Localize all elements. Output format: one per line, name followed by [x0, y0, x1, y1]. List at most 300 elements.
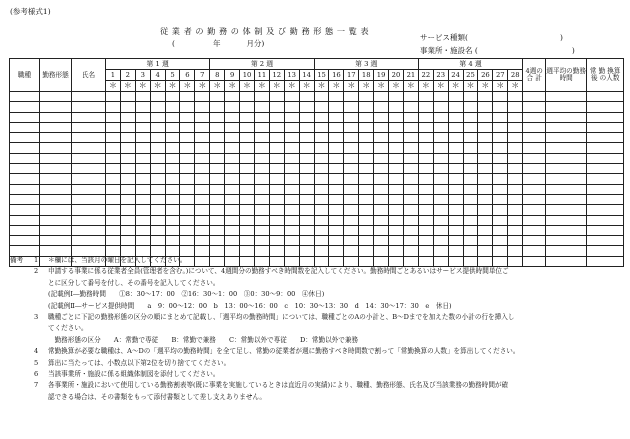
table-cell[interactable]: [180, 133, 195, 143]
table-cell[interactable]: [478, 225, 493, 235]
table-cell[interactable]: [269, 112, 284, 122]
table-cell[interactable]: [493, 174, 508, 184]
weekday-mark-cell[interactable]: ＊: [269, 81, 284, 92]
table-cell[interactable]: [478, 194, 493, 204]
table-cell[interactable]: [344, 122, 359, 132]
table-cell[interactable]: [329, 122, 344, 132]
table-cell[interactable]: [389, 102, 404, 112]
table-cell[interactable]: [254, 92, 269, 102]
table-cell[interactable]: [240, 236, 255, 246]
table-cell[interactable]: [374, 194, 389, 204]
table-cell[interactable]: [225, 225, 240, 235]
table-cell[interactable]: [433, 122, 448, 132]
table-cell[interactable]: [72, 205, 106, 215]
table-cell[interactable]: [225, 112, 240, 122]
table-cell[interactable]: [523, 184, 546, 194]
table-cell[interactable]: [10, 194, 40, 204]
weekday-mark-cell[interactable]: ＊: [493, 81, 508, 92]
table-cell[interactable]: [493, 122, 508, 132]
table-cell[interactable]: [40, 205, 72, 215]
table-cell[interactable]: [463, 215, 478, 225]
table-cell[interactable]: [254, 133, 269, 143]
table-cell[interactable]: [195, 174, 210, 184]
table-cell[interactable]: [508, 102, 523, 112]
table-cell[interactable]: [150, 92, 165, 102]
table-cell[interactable]: [299, 92, 314, 102]
table-cell[interactable]: [165, 215, 180, 225]
table-cell[interactable]: [225, 236, 240, 246]
table-cell[interactable]: [448, 143, 463, 153]
table-cell[interactable]: [240, 215, 255, 225]
table-cell[interactable]: [493, 215, 508, 225]
table-cell[interactable]: [508, 215, 523, 225]
table-cell[interactable]: [418, 92, 433, 102]
table-cell[interactable]: [269, 225, 284, 235]
table-cell[interactable]: [195, 205, 210, 215]
table-cell[interactable]: [344, 215, 359, 225]
table-cell[interactable]: [240, 102, 255, 112]
table-cell[interactable]: [195, 143, 210, 153]
weekday-mark-cell[interactable]: ＊: [314, 81, 329, 92]
table-cell[interactable]: [180, 102, 195, 112]
table-cell[interactable]: [240, 112, 255, 122]
table-cell[interactable]: [493, 225, 508, 235]
table-cell[interactable]: [106, 102, 121, 112]
table-cell[interactable]: [523, 133, 546, 143]
table-cell[interactable]: [314, 205, 329, 215]
table-cell[interactable]: [269, 184, 284, 194]
table-cell[interactable]: [40, 225, 72, 235]
table-cell[interactable]: [359, 194, 374, 204]
table-cell[interactable]: [195, 92, 210, 102]
table-cell[interactable]: [135, 133, 150, 143]
table-cell[interactable]: [225, 184, 240, 194]
table-cell[interactable]: [225, 194, 240, 204]
table-cell[interactable]: [284, 92, 299, 102]
table-cell[interactable]: [120, 133, 135, 143]
table-cell[interactable]: [344, 194, 359, 204]
table-cell[interactable]: [359, 122, 374, 132]
table-cell[interactable]: [418, 133, 433, 143]
table-cell[interactable]: [389, 164, 404, 174]
table-cell[interactable]: [329, 143, 344, 153]
table-cell[interactable]: [493, 153, 508, 163]
table-cell[interactable]: [344, 174, 359, 184]
table-cell[interactable]: [106, 112, 121, 122]
table-cell[interactable]: [508, 112, 523, 122]
table-cell[interactable]: [478, 153, 493, 163]
table-cell[interactable]: [195, 153, 210, 163]
table-cell[interactable]: [403, 194, 418, 204]
table-cell[interactable]: [329, 174, 344, 184]
table-cell[interactable]: [225, 143, 240, 153]
table-cell[interactable]: [418, 184, 433, 194]
table-cell[interactable]: [299, 174, 314, 184]
table-cell[interactable]: [508, 153, 523, 163]
table-cell[interactable]: [374, 112, 389, 122]
table-cell[interactable]: [587, 164, 624, 174]
table-cell[interactable]: [546, 112, 587, 122]
table-cell[interactable]: [493, 205, 508, 215]
table-cell[interactable]: [374, 164, 389, 174]
table-cell[interactable]: [299, 194, 314, 204]
table-cell[interactable]: [106, 143, 121, 153]
table-cell[interactable]: [106, 174, 121, 184]
table-cell[interactable]: [254, 215, 269, 225]
table-cell[interactable]: [150, 174, 165, 184]
table-cell[interactable]: [150, 122, 165, 132]
table-cell[interactable]: [135, 143, 150, 153]
table-cell[interactable]: [180, 184, 195, 194]
table-cell[interactable]: [314, 164, 329, 174]
table-cell[interactable]: [254, 194, 269, 204]
table-cell[interactable]: [10, 133, 40, 143]
table-cell[interactable]: [72, 225, 106, 235]
table-cell[interactable]: [135, 112, 150, 122]
table-cell[interactable]: [374, 184, 389, 194]
table-cell[interactable]: [106, 122, 121, 132]
table-cell[interactable]: [478, 174, 493, 184]
table-cell[interactable]: [210, 236, 225, 246]
table-cell[interactable]: [240, 164, 255, 174]
table-cell[interactable]: [72, 143, 106, 153]
table-cell[interactable]: [478, 184, 493, 194]
table-cell[interactable]: [254, 164, 269, 174]
table-cell[interactable]: [403, 143, 418, 153]
table-cell[interactable]: [587, 184, 624, 194]
table-cell[interactable]: [433, 164, 448, 174]
table-cell[interactable]: [135, 102, 150, 112]
table-cell[interactable]: [418, 122, 433, 132]
table-cell[interactable]: [344, 205, 359, 215]
table-cell[interactable]: [180, 225, 195, 235]
table-cell[interactable]: [254, 205, 269, 215]
weekday-mark-cell[interactable]: ＊: [329, 81, 344, 92]
table-cell[interactable]: [523, 164, 546, 174]
table-cell[interactable]: [165, 133, 180, 143]
table-cell[interactable]: [210, 133, 225, 143]
table-cell[interactable]: [448, 164, 463, 174]
table-cell[interactable]: [389, 236, 404, 246]
table-cell[interactable]: [284, 164, 299, 174]
table-cell[interactable]: [72, 215, 106, 225]
table-cell[interactable]: [240, 92, 255, 102]
table-cell[interactable]: [150, 205, 165, 215]
table-cell[interactable]: [463, 184, 478, 194]
table-cell[interactable]: [284, 215, 299, 225]
table-cell[interactable]: [180, 112, 195, 122]
table-cell[interactable]: [403, 112, 418, 122]
table-cell[interactable]: [284, 205, 299, 215]
table-cell[interactable]: [403, 236, 418, 246]
table-cell[interactable]: [135, 194, 150, 204]
table-cell[interactable]: [463, 236, 478, 246]
table-cell[interactable]: [403, 225, 418, 235]
table-cell[interactable]: [463, 164, 478, 174]
weekday-mark-cell[interactable]: ＊: [433, 81, 448, 92]
table-cell[interactable]: [225, 153, 240, 163]
table-cell[interactable]: [463, 92, 478, 102]
table-cell[interactable]: [418, 102, 433, 112]
table-cell[interactable]: [269, 102, 284, 112]
table-cell[interactable]: [359, 153, 374, 163]
table-cell[interactable]: [546, 122, 587, 132]
table-cell[interactable]: [165, 153, 180, 163]
table-cell[interactable]: [374, 92, 389, 102]
table-cell[interactable]: [403, 92, 418, 102]
table-cell[interactable]: [433, 92, 448, 102]
table-cell[interactable]: [106, 164, 121, 174]
table-cell[interactable]: [254, 153, 269, 163]
table-cell[interactable]: [433, 112, 448, 122]
table-cell[interactable]: [523, 205, 546, 215]
table-cell[interactable]: [587, 133, 624, 143]
table-cell[interactable]: [418, 194, 433, 204]
table-cell[interactable]: [225, 92, 240, 102]
table-cell[interactable]: [106, 133, 121, 143]
table-cell[interactable]: [448, 236, 463, 246]
table-cell[interactable]: [40, 133, 72, 143]
weekday-mark-cell[interactable]: ＊: [225, 81, 240, 92]
table-cell[interactable]: [493, 133, 508, 143]
table-cell[interactable]: [299, 133, 314, 143]
table-cell[interactable]: [508, 174, 523, 184]
table-cell[interactable]: [587, 153, 624, 163]
table-cell[interactable]: [448, 215, 463, 225]
table-cell[interactable]: [418, 153, 433, 163]
table-cell[interactable]: [299, 205, 314, 215]
table-cell[interactable]: [195, 102, 210, 112]
weekday-mark-cell[interactable]: ＊: [389, 81, 404, 92]
table-cell[interactable]: [135, 174, 150, 184]
table-cell[interactable]: [10, 153, 40, 163]
table-cell[interactable]: [10, 236, 40, 246]
table-cell[interactable]: [329, 92, 344, 102]
table-cell[interactable]: [195, 225, 210, 235]
table-cell[interactable]: [254, 225, 269, 235]
weekday-mark-cell[interactable]: ＊: [120, 81, 135, 92]
table-cell[interactable]: [40, 112, 72, 122]
table-cell[interactable]: [165, 112, 180, 122]
table-cell[interactable]: [433, 102, 448, 112]
weekday-mark-cell[interactable]: ＊: [418, 81, 433, 92]
table-cell[interactable]: [523, 215, 546, 225]
table-cell[interactable]: [329, 205, 344, 215]
table-cell[interactable]: [210, 122, 225, 132]
table-cell[interactable]: [240, 225, 255, 235]
table-cell[interactable]: [210, 184, 225, 194]
table-cell[interactable]: [418, 112, 433, 122]
table-cell[interactable]: [344, 92, 359, 102]
table-cell[interactable]: [72, 236, 106, 246]
table-cell[interactable]: [448, 102, 463, 112]
table-cell[interactable]: [180, 92, 195, 102]
table-cell[interactable]: [374, 153, 389, 163]
table-cell[interactable]: [299, 153, 314, 163]
table-cell[interactable]: [389, 133, 404, 143]
table-cell[interactable]: [546, 215, 587, 225]
table-cell[interactable]: [587, 102, 624, 112]
table-cell[interactable]: [210, 225, 225, 235]
table-cell[interactable]: [418, 215, 433, 225]
table-cell[interactable]: [120, 143, 135, 153]
table-cell[interactable]: [587, 205, 624, 215]
table-cell[interactable]: [374, 236, 389, 246]
table-cell[interactable]: [359, 133, 374, 143]
table-cell[interactable]: [240, 143, 255, 153]
weekday-mark-cell[interactable]: ＊: [359, 81, 374, 92]
weekday-mark-cell[interactable]: ＊: [180, 81, 195, 92]
table-cell[interactable]: [225, 215, 240, 225]
table-cell[interactable]: [210, 102, 225, 112]
table-cell[interactable]: [269, 174, 284, 184]
table-cell[interactable]: [150, 236, 165, 246]
table-cell[interactable]: [508, 184, 523, 194]
table-cell[interactable]: [10, 143, 40, 153]
table-cell[interactable]: [165, 184, 180, 194]
table-cell[interactable]: [508, 122, 523, 132]
table-cell[interactable]: [403, 215, 418, 225]
table-cell[interactable]: [106, 215, 121, 225]
table-cell[interactable]: [269, 153, 284, 163]
table-cell[interactable]: [10, 184, 40, 194]
table-cell[interactable]: [135, 164, 150, 174]
table-cell[interactable]: [150, 184, 165, 194]
table-cell[interactable]: [120, 215, 135, 225]
table-cell[interactable]: [40, 184, 72, 194]
table-cell[interactable]: [225, 102, 240, 112]
weekday-mark-cell[interactable]: ＊: [448, 81, 463, 92]
table-cell[interactable]: [210, 174, 225, 184]
table-cell[interactable]: [10, 112, 40, 122]
weekday-mark-cell[interactable]: ＊: [106, 81, 121, 92]
table-cell[interactable]: [150, 153, 165, 163]
table-cell[interactable]: [403, 174, 418, 184]
table-cell[interactable]: [10, 102, 40, 112]
table-cell[interactable]: [225, 174, 240, 184]
table-cell[interactable]: [150, 225, 165, 235]
table-cell[interactable]: [165, 164, 180, 174]
table-cell[interactable]: [106, 194, 121, 204]
weekday-mark-cell[interactable]: ＊: [374, 81, 389, 92]
table-cell[interactable]: [240, 122, 255, 132]
table-cell[interactable]: [508, 194, 523, 204]
table-cell[interactable]: [240, 205, 255, 215]
table-cell[interactable]: [478, 133, 493, 143]
table-cell[interactable]: [546, 194, 587, 204]
table-cell[interactable]: [135, 225, 150, 235]
table-cell[interactable]: [284, 236, 299, 246]
table-cell[interactable]: [587, 215, 624, 225]
table-cell[interactable]: [546, 153, 587, 163]
table-cell[interactable]: [195, 133, 210, 143]
table-cell[interactable]: [120, 184, 135, 194]
table-cell[interactable]: [314, 184, 329, 194]
table-cell[interactable]: [225, 164, 240, 174]
table-cell[interactable]: [587, 174, 624, 184]
table-cell[interactable]: [284, 194, 299, 204]
table-cell[interactable]: [120, 92, 135, 102]
table-cell[interactable]: [523, 143, 546, 153]
table-cell[interactable]: [493, 102, 508, 112]
table-cell[interactable]: [329, 112, 344, 122]
table-cell[interactable]: [403, 122, 418, 132]
weekday-mark-cell[interactable]: ＊: [463, 81, 478, 92]
table-cell[interactable]: [403, 153, 418, 163]
table-cell[interactable]: [284, 122, 299, 132]
table-cell[interactable]: [433, 225, 448, 235]
table-cell[interactable]: [433, 153, 448, 163]
table-cell[interactable]: [314, 153, 329, 163]
weekday-mark-cell[interactable]: ＊: [478, 81, 493, 92]
table-cell[interactable]: [10, 122, 40, 132]
table-cell[interactable]: [10, 164, 40, 174]
table-cell[interactable]: [389, 112, 404, 122]
table-cell[interactable]: [40, 164, 72, 174]
table-cell[interactable]: [329, 225, 344, 235]
table-cell[interactable]: [72, 92, 106, 102]
table-cell[interactable]: [329, 194, 344, 204]
table-cell[interactable]: [150, 112, 165, 122]
table-cell[interactable]: [374, 122, 389, 132]
table-cell[interactable]: [10, 205, 40, 215]
table-cell[interactable]: [448, 112, 463, 122]
table-cell[interactable]: [389, 143, 404, 153]
table-cell[interactable]: [195, 184, 210, 194]
table-cell[interactable]: [418, 164, 433, 174]
table-cell[interactable]: [240, 133, 255, 143]
table-cell[interactable]: [359, 236, 374, 246]
table-cell[interactable]: [493, 92, 508, 102]
table-cell[interactable]: [40, 153, 72, 163]
table-cell[interactable]: [314, 225, 329, 235]
table-cell[interactable]: [195, 122, 210, 132]
table-cell[interactable]: [389, 215, 404, 225]
table-cell[interactable]: [299, 112, 314, 122]
table-cell[interactable]: [72, 164, 106, 174]
table-cell[interactable]: [269, 194, 284, 204]
table-cell[interactable]: [106, 225, 121, 235]
table-cell[interactable]: [72, 153, 106, 163]
table-cell[interactable]: [359, 225, 374, 235]
table-cell[interactable]: [433, 133, 448, 143]
table-cell[interactable]: [359, 112, 374, 122]
table-cell[interactable]: [180, 215, 195, 225]
table-cell[interactable]: [478, 164, 493, 174]
table-cell[interactable]: [478, 92, 493, 102]
table-cell[interactable]: [463, 143, 478, 153]
table-cell[interactable]: [546, 133, 587, 143]
table-cell[interactable]: [314, 215, 329, 225]
table-cell[interactable]: [120, 205, 135, 215]
table-cell[interactable]: [269, 143, 284, 153]
table-cell[interactable]: [269, 133, 284, 143]
weekday-mark-cell[interactable]: ＊: [508, 81, 523, 92]
table-cell[interactable]: [10, 92, 40, 102]
table-cell[interactable]: [374, 143, 389, 153]
table-cell[interactable]: [72, 174, 106, 184]
weekday-mark-cell[interactable]: ＊: [254, 81, 269, 92]
table-cell[interactable]: [374, 205, 389, 215]
table-cell[interactable]: [523, 122, 546, 132]
table-cell[interactable]: [210, 215, 225, 225]
weekday-mark-cell[interactable]: ＊: [344, 81, 359, 92]
table-cell[interactable]: [587, 143, 624, 153]
table-cell[interactable]: [150, 215, 165, 225]
table-cell[interactable]: [40, 215, 72, 225]
table-cell[interactable]: [508, 236, 523, 246]
table-cell[interactable]: [433, 174, 448, 184]
